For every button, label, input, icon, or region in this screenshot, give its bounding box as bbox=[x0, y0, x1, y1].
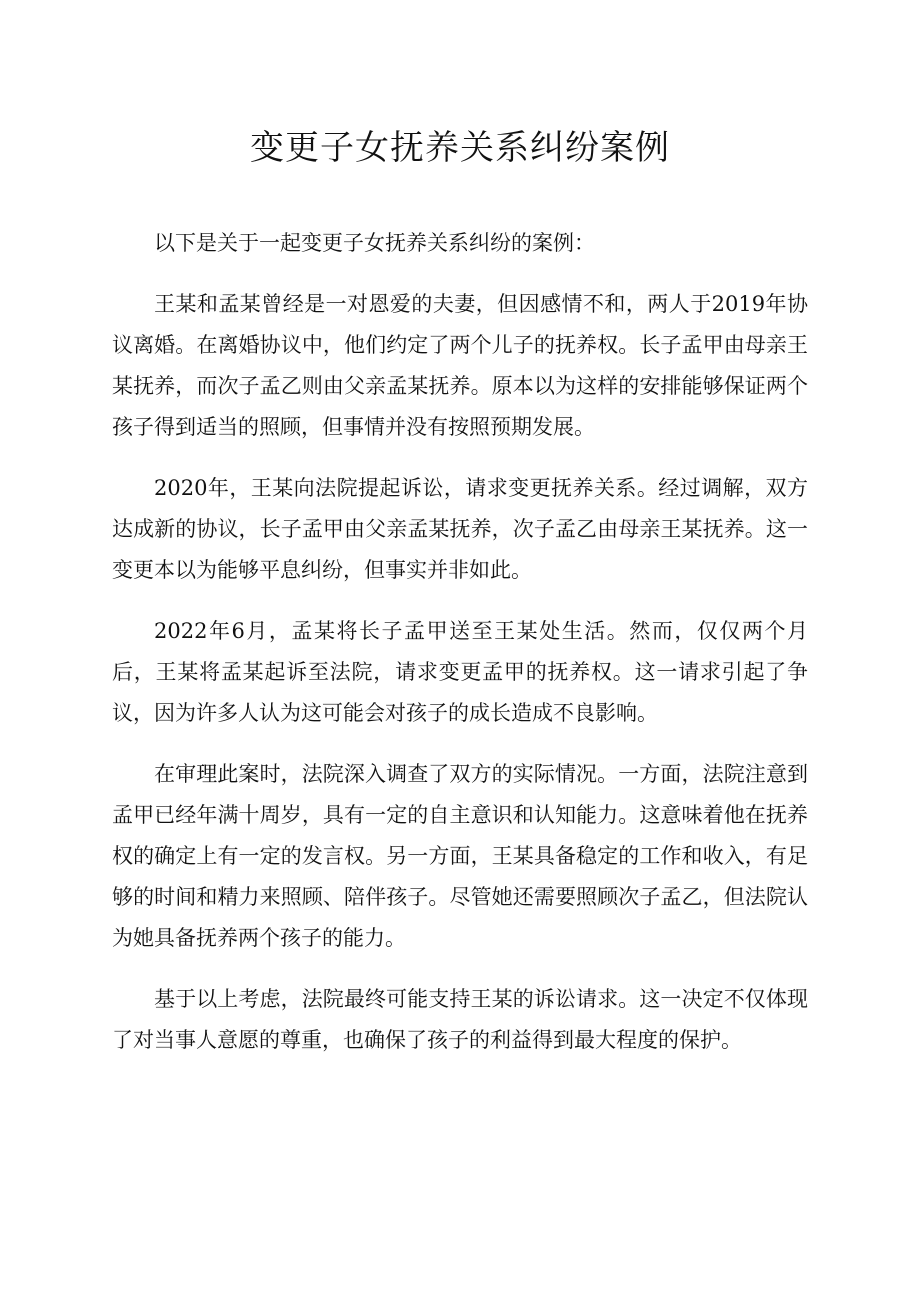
document-title: 变更子女抚养关系纠纷案例 bbox=[250, 128, 670, 168]
paragraph-2022-lawsuit: 2022年6月，孟某将长子孟甲送至王某处生活。然而，仅仅两个月后，王某将孟某起诉至法院，请求变更孟甲的抚养权。这一请求引起了争议，因为许多人认为这可能会对孩子的成长造成不良影响。 bbox=[112, 619, 808, 725]
paragraph-conclusion: 基于以上考虑，法院最终可能支持王某的诉讼请求。这一决定不仅体现了对当事人意愿的尊重，也确保了孩子的利益得到最大程度的保护。 bbox=[112, 987, 808, 1052]
document-body bbox=[112, 223, 808, 1081]
paragraph-intro: 以下是关于一起变更子女抚养关系纠纷的案例： bbox=[154, 231, 595, 255]
paragraph-2020-mediation: 2020年，王某向法院提起诉讼，请求变更抚养关系。经过调解，双方达成新的协议，长子孟甲由父亲孟某抚养，次子孟乙由母亲王某抚养。这一变更本以为能够平息纠纷，但事实并非如此。 bbox=[112, 476, 808, 582]
paragraph-background: 王某和孟某曾经是一对恩爱的夫妻，但因感情不和，两人于2019年协议离婚。在离婚协议中，他们约定了两个儿子的抚养权。长子孟甲由母亲王某抚养，而次子孟乙则由父亲孟某抚养。原本以为这样的安排能够保证两个孩子得到适当的照顾，但事情并没有按照预期发展。 bbox=[112, 292, 808, 439]
paragraph-court-review: 在审理此案时，法院深入调查了双方的实际情况。一方面，法院注意到孟甲已经年满十周岁，具有一定的自主意识和认知能力。这意味着他在抚养权的确定上有一定的发言权。另一方面，王某具备稳定的工作和收入，有足够的时间和精力来照顾、陪伴孩子。尽管她还需要照顾次子孟乙，但法院认为她具备抚养两个孩子的能力。 bbox=[112, 762, 808, 950]
